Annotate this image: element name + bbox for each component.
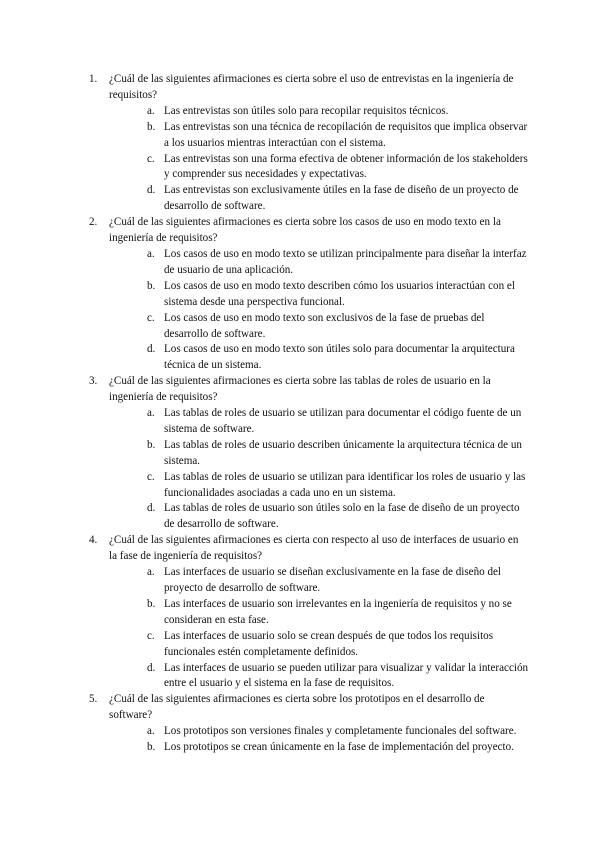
option-text: Los casos de uso en modo texto son útiles solo para documentar la arquitectura técnica de un sistema. xyxy=(164,343,515,372)
option-item xyxy=(109,152,529,184)
option-item xyxy=(109,104,529,120)
option-item xyxy=(109,183,529,215)
option-letter: c. xyxy=(147,470,155,483)
option-letter: b. xyxy=(147,597,156,610)
question-text: ¿Cuál de las siguientes afirmaciones es cierta sobre los casos de uso en modo texto en la ingeniería de requisitos? xyxy=(109,216,501,245)
option-text: Las interfaces de usuario se diseñan exclusivamente en la fase de diseño del proyecto de desarrollo de software. xyxy=(164,566,501,594)
option-letter: b. xyxy=(147,438,156,451)
option-item xyxy=(109,565,529,597)
question-number: 1. xyxy=(89,73,98,85)
option-letter: d. xyxy=(147,502,156,515)
question-text: ¿Cuál de las siguientes afirmaciones es cierta sobre el uso de entrevistas en la ingeniería de requisitos? xyxy=(109,73,514,101)
option-text: Las tablas de roles de usuario se utilizan para identificar los roles de usuario y las funcionalidades asociadas a cada uno en un sistema. xyxy=(164,470,526,499)
option-item xyxy=(109,342,529,374)
option-letter: a. xyxy=(147,247,155,260)
question-text: ¿Cuál de las siguientes afirmaciones es cierta con respecto al uso de interfaces de usuario en la fase de ingeniería de requisitos? xyxy=(109,534,519,563)
option-item xyxy=(109,724,529,740)
option-text: Las interfaces de usuario solo se crean después de que todos los requisitos funcionales estén completamente definidos. xyxy=(164,629,494,658)
option-letter: b. xyxy=(147,279,156,292)
option-list xyxy=(109,406,529,533)
option-item xyxy=(109,406,529,438)
option-list xyxy=(109,104,529,215)
question-list xyxy=(89,72,529,756)
option-text: Las interfaces de usuario se pueden utilizar para visualizar y validar la interacción entre el usuario y el sistema en la fase de requisitos. xyxy=(164,661,529,690)
option-text: Las interfaces de usuario son irrelevantes en la ingeniería de requisitos y no se consideran en esta fase. xyxy=(164,597,512,626)
question-number: 4. xyxy=(89,534,98,547)
option-item xyxy=(109,470,529,502)
option-item xyxy=(109,629,529,661)
option-letter: a. xyxy=(147,407,155,420)
question-item xyxy=(89,215,529,374)
option-text: Los prototipos se crean únicamente en la fase de implementación del proyecto. xyxy=(164,741,514,754)
option-letter: d. xyxy=(147,184,156,197)
option-text: Las entrevistas son útiles solo para recopilar requisitos técnicos. xyxy=(164,104,449,117)
question-item xyxy=(89,72,529,215)
option-text: Las entrevistas son una forma efectiva de obtener información de los stakeholders y comprender sus necesidades y expectativas. xyxy=(164,152,528,181)
option-letter: a. xyxy=(147,725,155,738)
option-text: Las entrevistas son una técnica de recopilación de requisitos que implica observar a los usuarios mientras interactúan con el sistema. xyxy=(164,120,528,149)
option-letter: b. xyxy=(147,120,156,133)
option-item xyxy=(109,661,529,693)
option-letter: d. xyxy=(147,343,156,356)
option-text: Los casos de uso en modo texto se utilizan principalmente para diseñar la interfaz de usuario de una aplicación. xyxy=(164,247,527,276)
option-item xyxy=(109,247,529,279)
option-text: Las entrevistas son exclusivamente útiles en la fase de diseño de un proyecto de desarrollo de software. xyxy=(164,184,519,213)
option-list xyxy=(109,565,529,692)
option-letter: c. xyxy=(147,152,155,165)
option-list xyxy=(109,247,529,374)
option-item xyxy=(109,501,529,533)
question-number: 3. xyxy=(89,375,98,388)
option-letter: a. xyxy=(147,104,155,117)
option-item xyxy=(109,279,529,311)
question-item xyxy=(89,374,529,533)
option-item xyxy=(109,120,529,152)
option-letter: c. xyxy=(147,311,155,324)
option-item xyxy=(109,597,529,629)
option-letter: a. xyxy=(147,566,155,579)
option-item xyxy=(109,438,529,470)
option-text: Los casos de uso en modo texto son exclusivos de la fase de pruebas del desarrollo de software. xyxy=(164,311,485,340)
option-text: Las tablas de roles de usuario son útiles solo en la fase de diseño de un proyecto de desarrollo de software. xyxy=(164,502,520,531)
option-letter: c. xyxy=(147,629,155,642)
option-list xyxy=(109,724,529,756)
option-letter: b. xyxy=(147,741,156,754)
option-item xyxy=(109,740,529,756)
question-number: 5. xyxy=(89,693,98,706)
question-item xyxy=(89,533,529,692)
question-text: ¿Cuál de las siguientes afirmaciones es cierta sobre los prototipos en el desarrollo de software? xyxy=(109,693,485,722)
question-number: 2. xyxy=(89,216,98,229)
option-letter: d. xyxy=(147,661,156,674)
option-text: Los prototipos son versiones finales y completamente funcionales del software. xyxy=(164,725,517,738)
option-item xyxy=(109,311,529,343)
question-text: ¿Cuál de las siguientes afirmaciones es cierta sobre las tablas de roles de usuario en la ingeniería de requisitos? xyxy=(109,375,491,404)
option-text: Las tablas de roles de usuario se utilizan para documentar el código fuente de un sistema de software. xyxy=(164,407,522,435)
option-text: Las tablas de roles de usuario describen únicamente la arquitectura técnica de un sistema. xyxy=(164,438,522,467)
option-text: Los casos de uso en modo texto describen cómo los usuarios interactúan con el sistema desde una perspectiva funcional. xyxy=(164,279,515,308)
question-item xyxy=(89,692,529,756)
